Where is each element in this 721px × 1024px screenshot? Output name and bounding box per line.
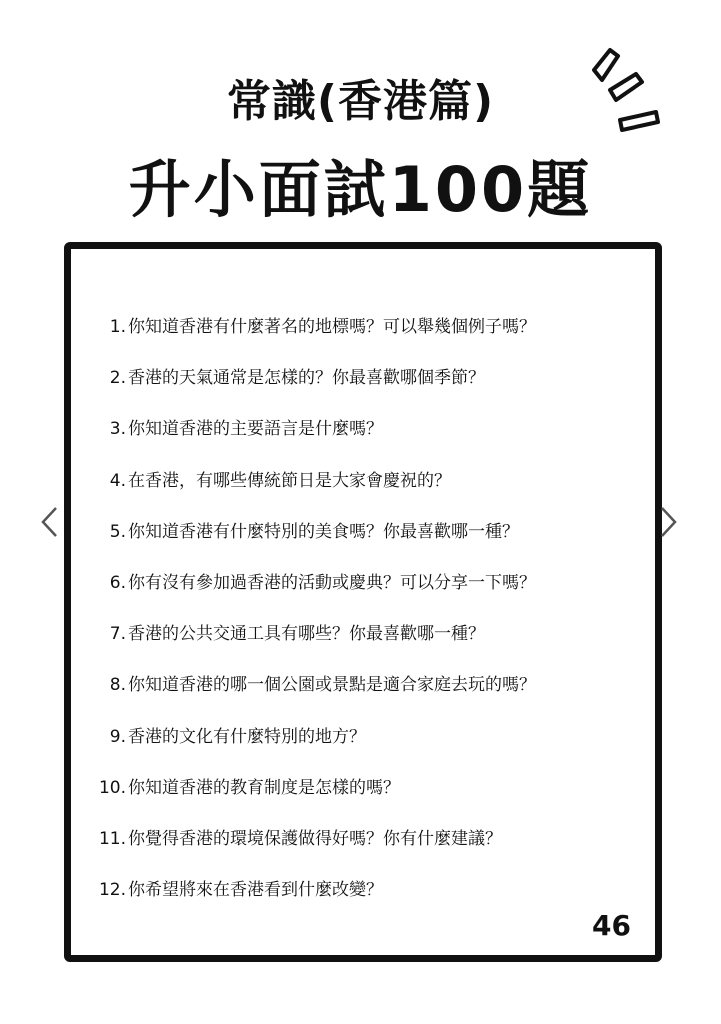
question-item	[71, 673, 601, 697]
question-number: 10.	[98, 777, 126, 798]
question-item	[71, 469, 601, 493]
page-subtitle: 常識(香港篇)	[226, 76, 495, 127]
question-number: 9.	[109, 726, 126, 747]
question-number: 3.	[109, 419, 126, 440]
question-text: 香港的公共交通工具有哪些？你最喜歡哪一種？	[128, 624, 485, 645]
question-text: 在香港，有哪些傳統節日是大家會慶祝的？	[128, 470, 451, 491]
question-item	[71, 571, 601, 595]
question-item	[71, 315, 601, 339]
question-item	[71, 878, 601, 902]
question-number: 7.	[109, 624, 126, 645]
question-number: 6.	[109, 573, 126, 593]
question-item	[71, 520, 601, 544]
page-title: 升小面試100題	[128, 153, 593, 226]
page-number: 46	[592, 909, 631, 942]
question-text: 你覺得香港的環境保護做得好嗎？你有什麼建議？	[128, 829, 502, 849]
question-item	[71, 366, 601, 390]
emphasis-lines-icon	[580, 40, 670, 140]
question-text: 你知道香港的哪一個公園或景點是適合家庭去玩的嗎？	[128, 675, 536, 696]
question-item	[71, 776, 601, 800]
chevron-right-icon[interactable]	[656, 505, 680, 539]
question-number: 1.	[109, 317, 126, 337]
question-item	[71, 417, 601, 441]
question-number: 8.	[109, 675, 126, 696]
question-number: 11.	[98, 829, 126, 849]
question-text: 你知道香港的教育制度是怎樣的嗎？	[128, 777, 400, 798]
question-text: 你知道香港的主要語言是什麼嗎？	[128, 419, 383, 440]
question-number: 4.	[109, 470, 126, 491]
question-number: 5.	[109, 521, 126, 542]
question-text: 你知道香港有什麼特別的美食嗎？你最喜歡哪一種？	[128, 521, 519, 542]
question-text: 你有沒有參加過香港的活動或慶典？可以分享一下嗎？	[128, 573, 536, 593]
question-text: 香港的天氣通常是怎樣的？你最喜歡哪個季節？	[128, 368, 485, 389]
question-text: 香港的文化有什麼特別的地方？	[128, 726, 366, 747]
question-text: 你希望將來在香港看到什麼改變？	[128, 880, 383, 901]
question-text: 你知道香港有什麼著名的地標嗎？可以舉幾個例子嗎？	[128, 317, 536, 337]
question-card	[64, 242, 662, 962]
question-number: 2.	[109, 368, 126, 389]
question-item	[71, 622, 601, 646]
question-item	[71, 725, 601, 749]
question-number: 12.	[98, 880, 126, 901]
chevron-left-icon[interactable]	[38, 505, 62, 539]
question-item	[71, 827, 601, 851]
